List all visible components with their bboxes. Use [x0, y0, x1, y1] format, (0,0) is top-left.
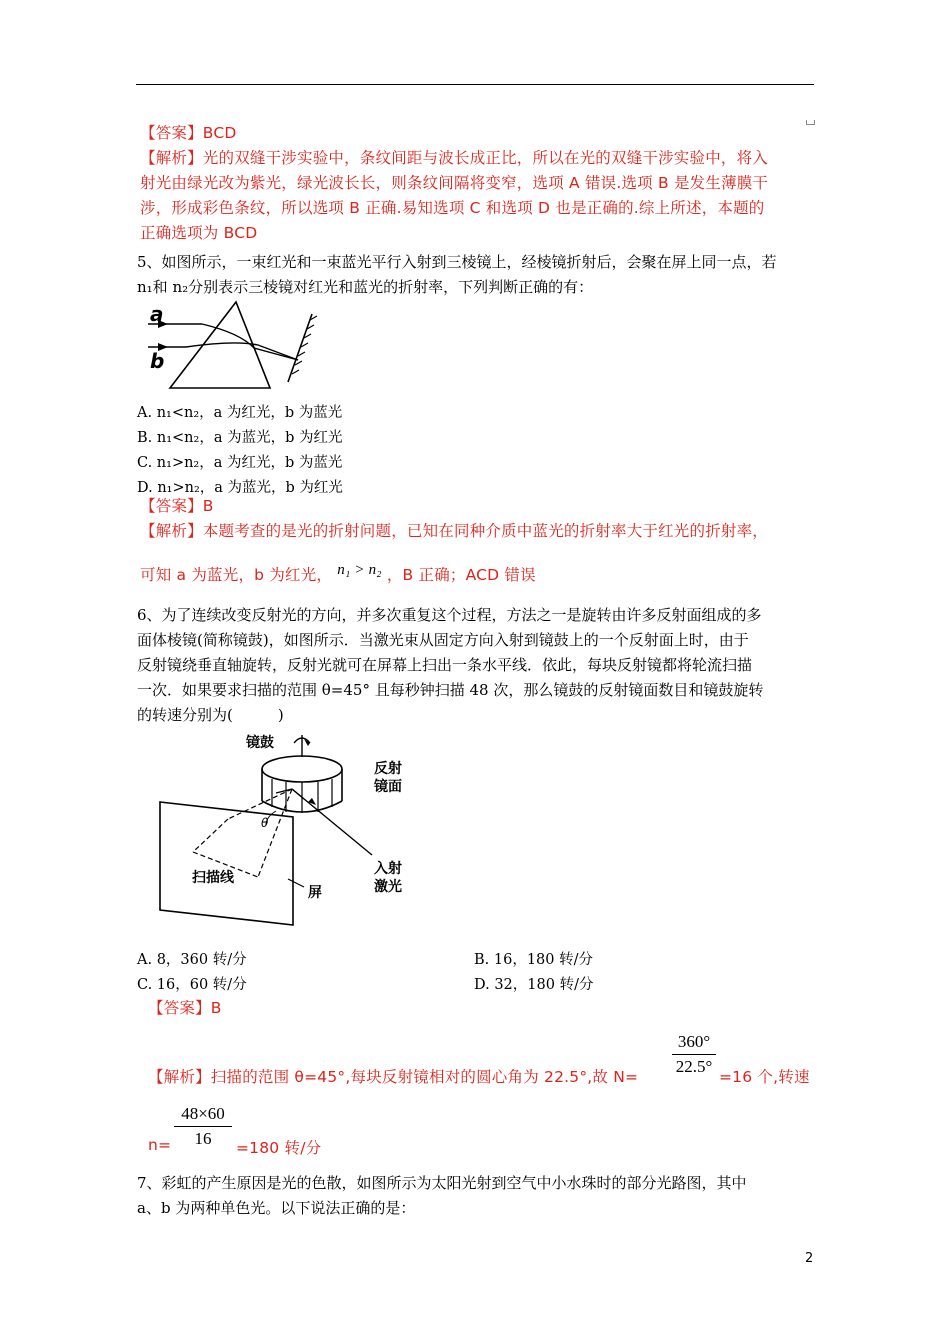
fraction-n-numerator: 360°	[677, 1032, 711, 1051]
q6-analysis-pre: 【解析】扫描的范围 θ=45°,每块反射镜相对的圆心角为 22.5°,故 N=	[148, 1068, 639, 1086]
label-laser-2: 激光	[374, 879, 402, 895]
screen-hatch	[292, 316, 317, 374]
q4-analysis-line: 正确选项为 BCD	[140, 224, 258, 242]
q6-stem-line: 的转速分别为( )	[137, 706, 284, 724]
label-a: a	[150, 302, 164, 326]
q6-option: B. 16，180 转/分	[474, 952, 593, 968]
corner-mark	[806, 120, 815, 125]
prism-figure	[140, 300, 330, 392]
q5-analysis-line: 【解析】本题考查的是光的折射问题，已知在同种介质中蓝光的折射率大于红光的折射率，	[140, 522, 769, 540]
q4-answer: 【答案】BCD	[140, 124, 237, 142]
q5-option: A. n₁<n₂，a 为红光，b 为蓝光	[137, 405, 343, 421]
q6-answer: 【答案】B	[148, 999, 222, 1017]
q5-analysis-post: ，B 正确；ACD 错误	[386, 566, 536, 584]
q7-stem-line: 7、彩虹的产生原因是光的色散，如图所示为太阳光射到空气中小水珠时的部分光路图，其中	[137, 1174, 747, 1192]
q5-answer: 【答案】B	[140, 497, 214, 515]
label-scan: 扫描线	[192, 870, 234, 886]
q5-formula: n₁ > n₂	[337, 562, 382, 578]
q7-stem-line: a、b 为两种单色光。以下说法正确的是：	[137, 1199, 416, 1217]
drum-facets	[272, 779, 332, 813]
screen-line	[288, 314, 312, 382]
q6-option: D. 32，180 转/分	[474, 977, 594, 993]
q5-analysis-pre: 可知 a 为蓝光，b 为红光，	[140, 566, 333, 584]
q4-analysis-line: 涉，形成彩色条纹，所以选项 B 正确.易知选项 C 和选项 D 也是正确的.综上所述，本题的	[140, 199, 765, 217]
fraction-rpm-numerator: 48×60	[181, 1104, 225, 1123]
q5-option: B. n₁<n₂，a 为蓝光，b 为红光	[137, 430, 343, 446]
q6-stem-line: 反射镜绕垂直轴旋转，反射光就可在屏幕上扫出一条水平线．依此，每块反射镜都将轮流扫描	[137, 656, 753, 674]
fraction-n-denominator: 22.5°	[675, 1057, 713, 1076]
mirror-drum-figure	[158, 727, 418, 927]
label-b: b	[150, 349, 165, 373]
label-drum: 镜鼓	[246, 735, 274, 751]
q6-option: A. 8，360 转/分	[137, 952, 247, 968]
q4-analysis-line: 射光由绿光改为紫光，绿光波长长，则条纹间隔将变窄，选项 A 错误.选项 B 是发生薄膜干	[140, 174, 769, 192]
q5-option: C. n₁>n₂，a 为红光，b 为蓝光	[137, 455, 343, 471]
q4-analysis-line: 【解析】光的双缝干涉实验中，条纹间距与波长成正比，所以在光的双缝干涉实验中，将入	[140, 149, 769, 167]
q6-stem-line: 面体棱镜(简称镜鼓)，如图所示．当激光束从固定方向入射到镜鼓上的一个反射面上时，由于	[137, 631, 749, 649]
q6-stem-line: 6、为了连续改变反射光的方向，并多次重复这个过程，方法之一是旋转由许多反射面组成的多	[137, 606, 762, 624]
label-laser-1: 入射	[374, 861, 402, 877]
q6-n-post: =180 转/分	[236, 1139, 322, 1157]
label-screen: 屏	[308, 885, 322, 901]
header-rule	[136, 84, 814, 85]
page-number: 2	[805, 1251, 814, 1266]
q5-stem-line: n₁和 n₂分别表示三棱镜对红光和蓝光的折射率，下列判断正确的有：	[137, 278, 594, 296]
fraction-rpm	[174, 1104, 232, 1149]
q5-stem-line: 5、如图所示，一束红光和一束蓝光平行入射到三棱镜上，经棱镜折射后，会聚在屏上同一点，若	[137, 253, 777, 271]
drum-top	[262, 756, 342, 782]
q5-analysis-line	[140, 563, 536, 585]
q6-analysis-post: =16 个,转速	[719, 1068, 810, 1086]
label-mirror-2: 镜面	[374, 779, 402, 795]
fraction-rpm-denominator: 16	[194, 1129, 212, 1148]
q6-option: C. 16，60 转/分	[137, 977, 247, 993]
q6-stem-line: 一次．如果要求扫描的范围 θ=45° 且每秒钟扫描 48 次，那么镜鼓的反射镜面数目和镜鼓旋转	[137, 681, 764, 699]
ray-b-path	[186, 343, 298, 360]
q5-option: D. n₁>n₂，a 为蓝光，b 为红光	[137, 480, 343, 496]
label-theta: θ	[261, 816, 269, 830]
q6-n-pre: n=	[148, 1136, 172, 1154]
label-mirror-1: 反射	[374, 761, 402, 777]
fraction-n	[672, 1032, 716, 1077]
